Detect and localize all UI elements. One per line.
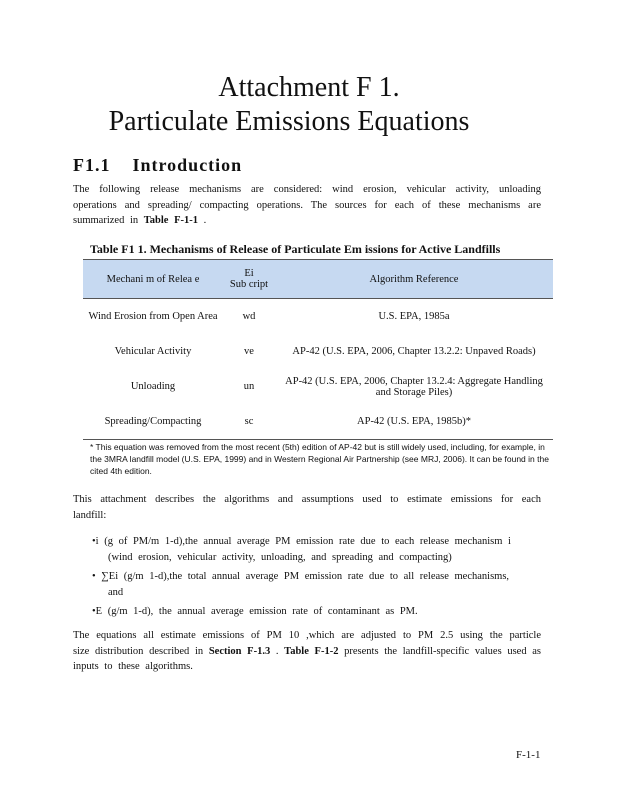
table-caption: Table F1 1. Mechanisms of Release of Particulate Em issions for Active Landfills	[90, 242, 501, 256]
cell-mechanism: Wind Erosion from Open Area	[88, 311, 218, 322]
cell-subscript: wd	[242, 311, 256, 322]
attachment-paragraph: This attachment describes the algorithms and assumptions used to estimate emissions for each landfill:	[73, 494, 541, 521]
section-title: Introduction	[132, 155, 243, 175]
bullet-list	[92, 534, 542, 624]
section-number: F1.1	[73, 155, 111, 175]
cell-reference: AP-42 (U.S. EPA, 2006, Chapter 13.2.4: Aggregate Handling and Storage Piles)	[285, 375, 543, 398]
list-item	[92, 569, 542, 600]
cell-reference: AP-42 (U.S. EPA, 2006, Chapter 13.2.2: Unpaved Roads)	[292, 346, 536, 357]
bullet-continuation: and	[108, 586, 124, 598]
table-row	[83, 369, 553, 404]
mechanisms-table	[83, 259, 553, 440]
header-subscript-line1: Ei	[244, 268, 254, 279]
equations-paragraph	[73, 628, 541, 675]
bullet-line: •E (g/m 1-d), the annual average emission rate of contaminant as PM.	[92, 606, 418, 617]
cell-subscript: un	[243, 381, 255, 392]
header-mechanism: Mechani m of Relea e	[83, 260, 223, 299]
cell-reference: AP-42 (U.S. EPA, 1985b)*	[275, 404, 553, 440]
equations-text: The equations all estimate emissions of PM 10 ,which are adjusted to PM 2.5 using the particle size distribution described in	[73, 630, 541, 657]
list-item	[92, 534, 542, 565]
bullet-continuation: (wind erosion, vehicular activity, unloading, and spreading and compacting)	[108, 551, 452, 563]
cell-mechanism: Spreading/Compacting	[83, 404, 223, 440]
page-number: F-1-1	[516, 749, 541, 761]
section-reference-link[interactable]: Section F-1.3	[208, 645, 271, 657]
header-subscript-line2: Sub cript	[229, 279, 269, 290]
table-row	[83, 334, 553, 369]
table-reference-link[interactable]: Table F-1-1	[143, 215, 198, 226]
attachment-title-line2: Particulate Emissions Equations	[108, 106, 470, 137]
cell-reference: U.S. EPA, 1985a	[378, 311, 450, 322]
section-heading	[73, 155, 242, 176]
bullet-line: • ∑Ei (g/m 1-d),the total annual average PM emission rate due to all release mechanisms,	[92, 571, 510, 582]
intro-text: The following release mechanisms are considered: wind erosion, vehicular activity, unloading operations and spreading/ compacting operations. The sources for each of these mechanisms are summarized in	[73, 184, 541, 226]
cell-subscript: sc	[223, 404, 275, 440]
table-reference-link[interactable]: Table F-1-2	[284, 645, 339, 657]
table-footnote: * This equation was removed from the most recent (5th) edition of AP-42 but is still widely used, including, for example, in the 3MRA landfill model (U.S. EPA, 1999) and in Western Regional Air Partnership (see MRJ, 2006). It can be found in the cited 4th edition.	[90, 442, 549, 476]
bullet-line: •i (g of PM/m 1-d),the annual average PM emission rate due to each release mechanism i	[92, 536, 511, 547]
table-row	[83, 404, 553, 440]
intro-paragraph	[73, 182, 541, 229]
table-row	[83, 299, 553, 335]
intro-text-end: .	[197, 215, 207, 226]
equations-text-mid: .	[270, 645, 285, 657]
equations-text-end: presents the landfill-specific values used as inputs to these algorithms.	[73, 645, 542, 672]
attachment-title-line1: Attachment F 1.	[218, 72, 400, 103]
list-item	[92, 604, 542, 620]
table-header-row	[83, 260, 553, 299]
cell-mechanism: Unloading	[130, 381, 176, 392]
cell-mechanism: Vehicular Activity	[114, 346, 192, 357]
cell-subscript: ve	[244, 346, 254, 357]
header-reference: Algorithm Reference	[275, 260, 553, 299]
header-subscript	[223, 260, 275, 299]
